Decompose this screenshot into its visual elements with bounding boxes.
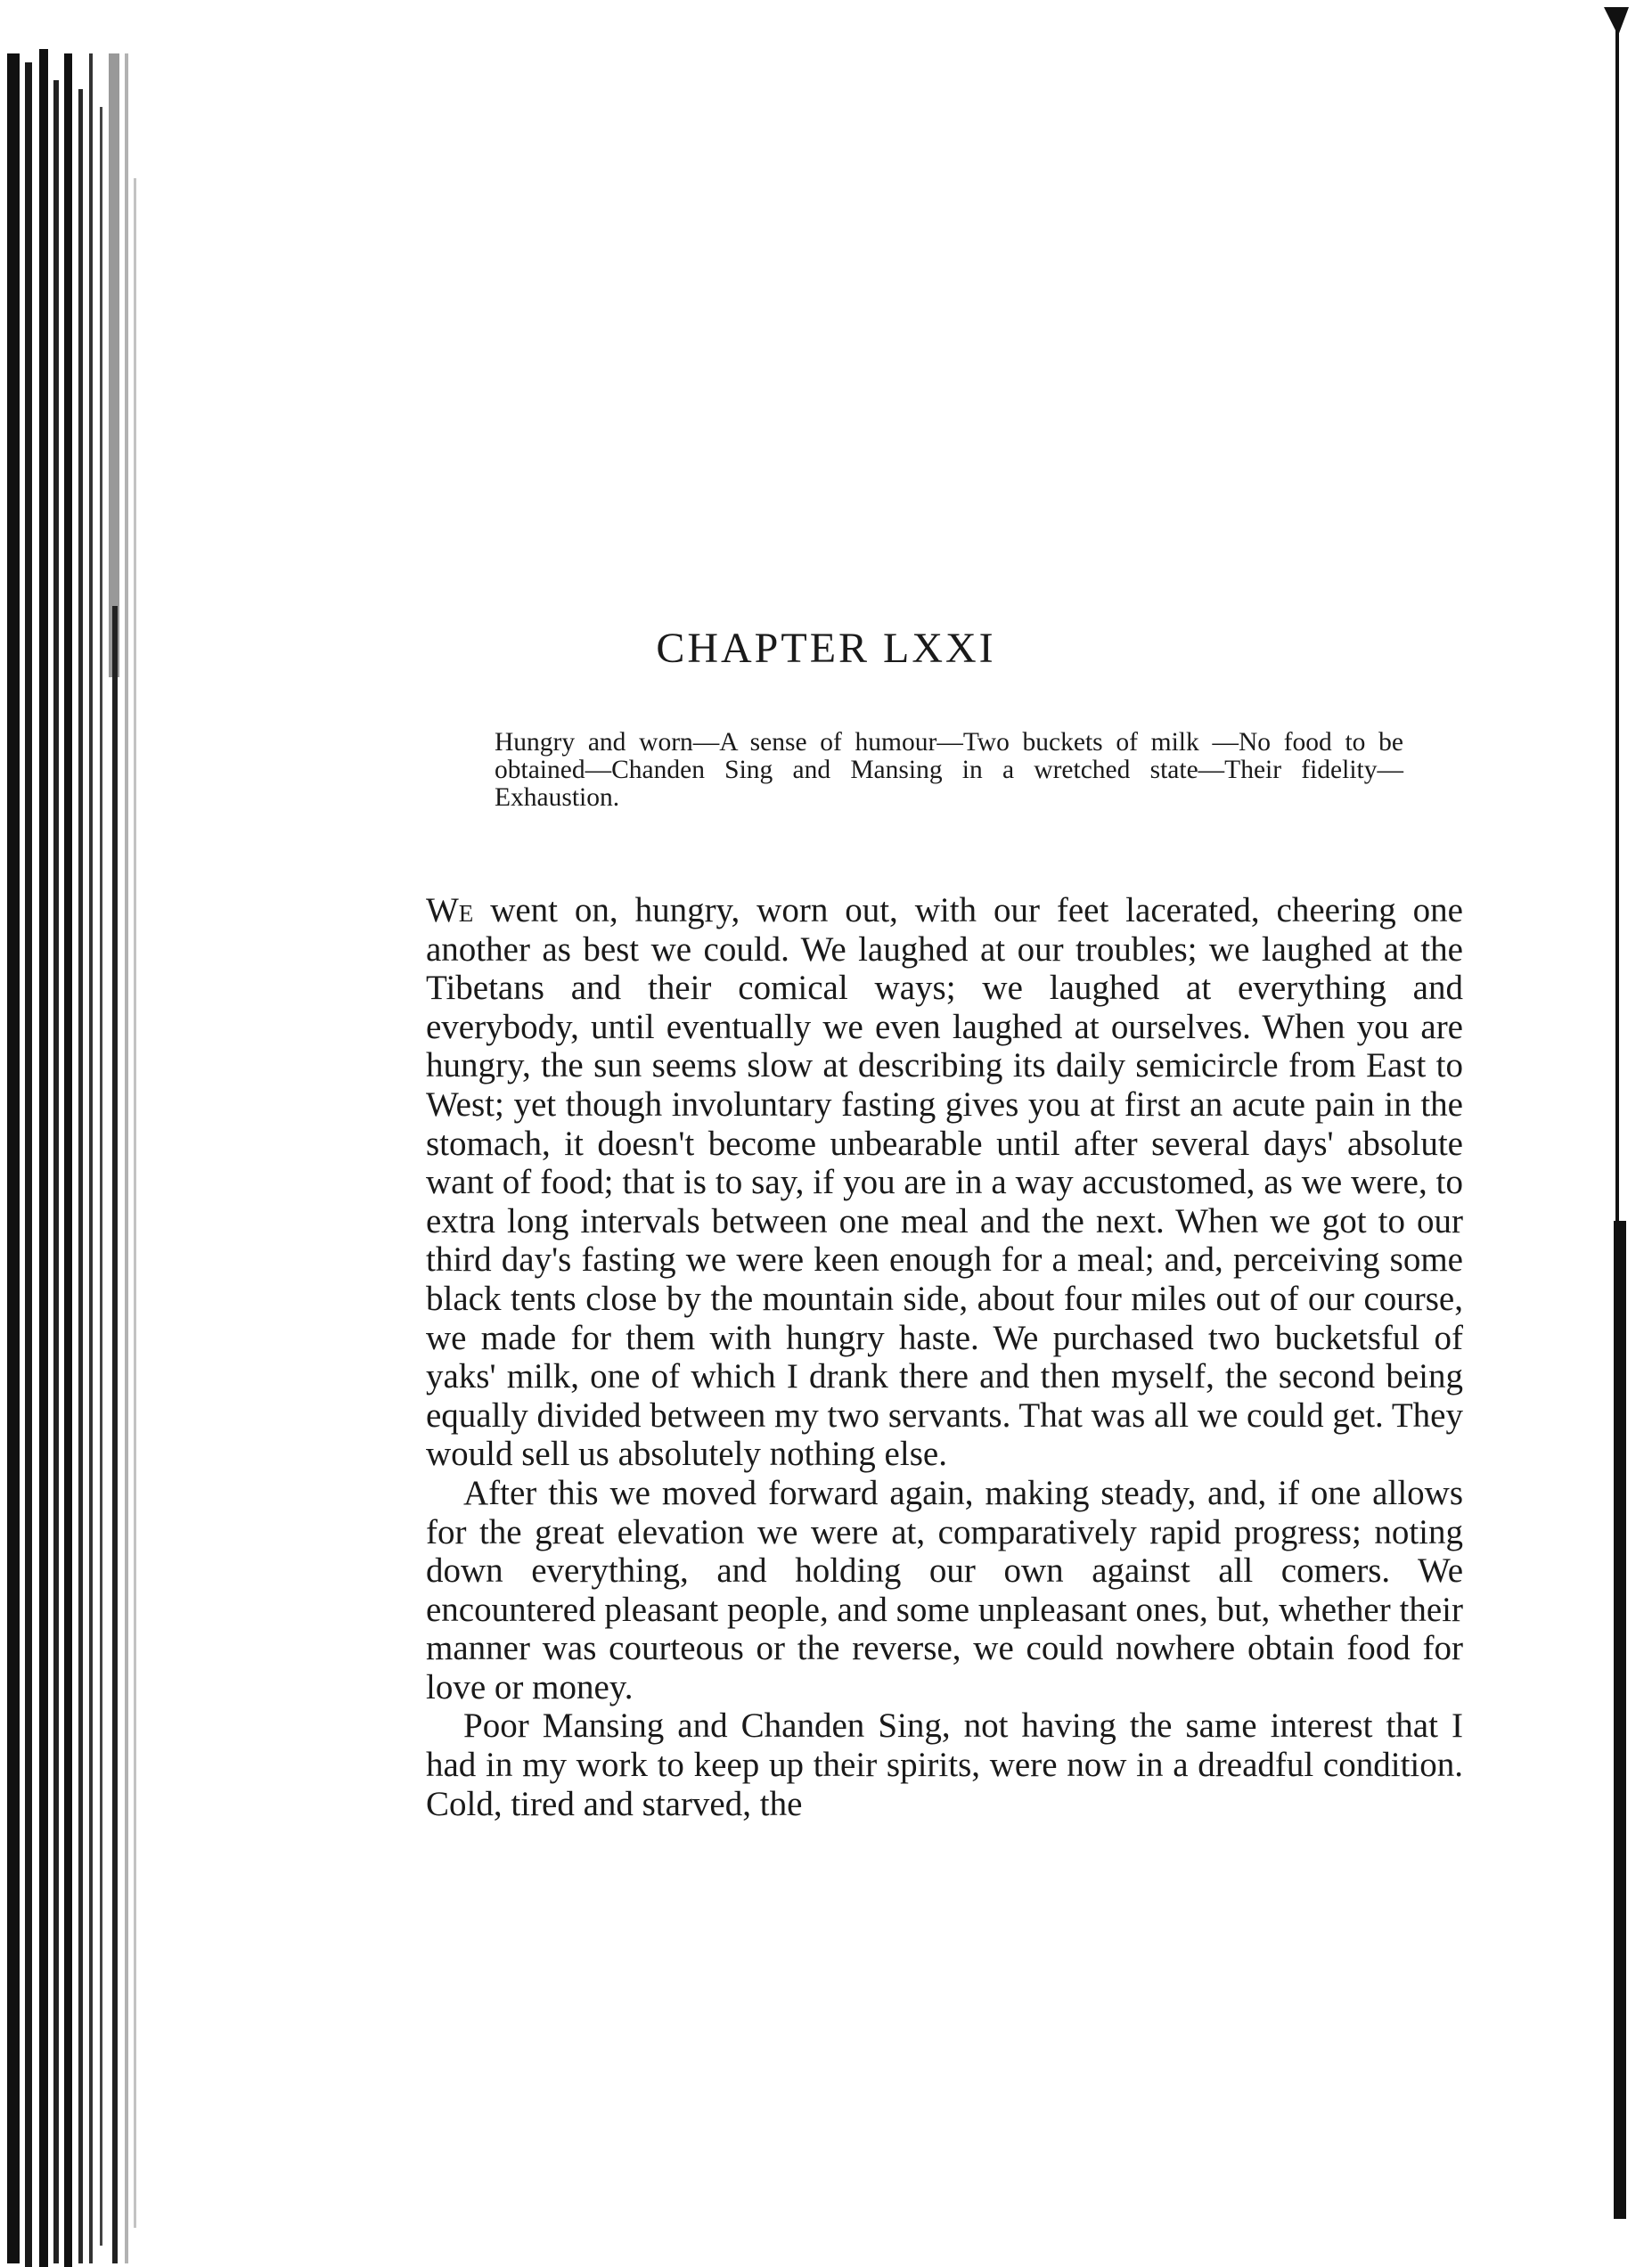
chapter-synopsis: Hungry and worn—A sense of humour—Two buckets of milk —No food to be obtained—Chanden Sing and Mansing in a wretched state—Their fidelity—Exhaustion. — [495, 728, 1403, 812]
dropcap-word: We — [426, 891, 474, 929]
paragraph-3: Poor Mansing and Chanden Sing, not having the same interest that I had in my work to keep up their spirits, were now in a dreadful condition. Cold, tired and starved, the — [426, 1706, 1463, 1823]
paragraph-1 — [426, 891, 1463, 1474]
chapter-title: CHAPTER LXXI — [656, 625, 996, 672]
paragraph-1-text: went on, hungry, worn out, with our feet lacerated, cheering one another as best we could. We laughed at our troubles; we laughed at the Tibetans and their comical ways; we laughed at everything and everybody, until eventually we even laughed at ourselves. When you are hungry, the sun seems slow at describing its daily semicircle from East to West; yet though involuntary fasting gives you at first an acute pain in the stomach, it doesn't become unbearable until after several days' absolute want of food; that is to say, if you are in a way accustomed, as we were, to extra long intervals between one meal and the next. When we got to our third day's fasting we were keen enough for a meal; and, perceiving some black tents close by the mountain side, about four miles out of our course, we made for them with hungry haste. We purchased two bucketsful of yaks' milk, one of which I drank there and then myself, the second being equally divided between my two servants. That was all we could get. They would sell us absolutely nothing else. — [426, 891, 1463, 1474]
body-text — [426, 891, 1463, 1823]
paragraph-2: After this we moved forward again, making steady, and, if one allows for the great elevation we were at, comparatively rapid progress; noting down everything, and holding our own against all comers. We encountered pleasant people, and some unpleasant ones, but, whether their manner was courteous or the reverse, we could nowhere obtain food for love or money. — [426, 1473, 1463, 1706]
page-right-edge — [1599, 0, 1652, 2267]
page-binding-edge — [0, 0, 151, 2267]
